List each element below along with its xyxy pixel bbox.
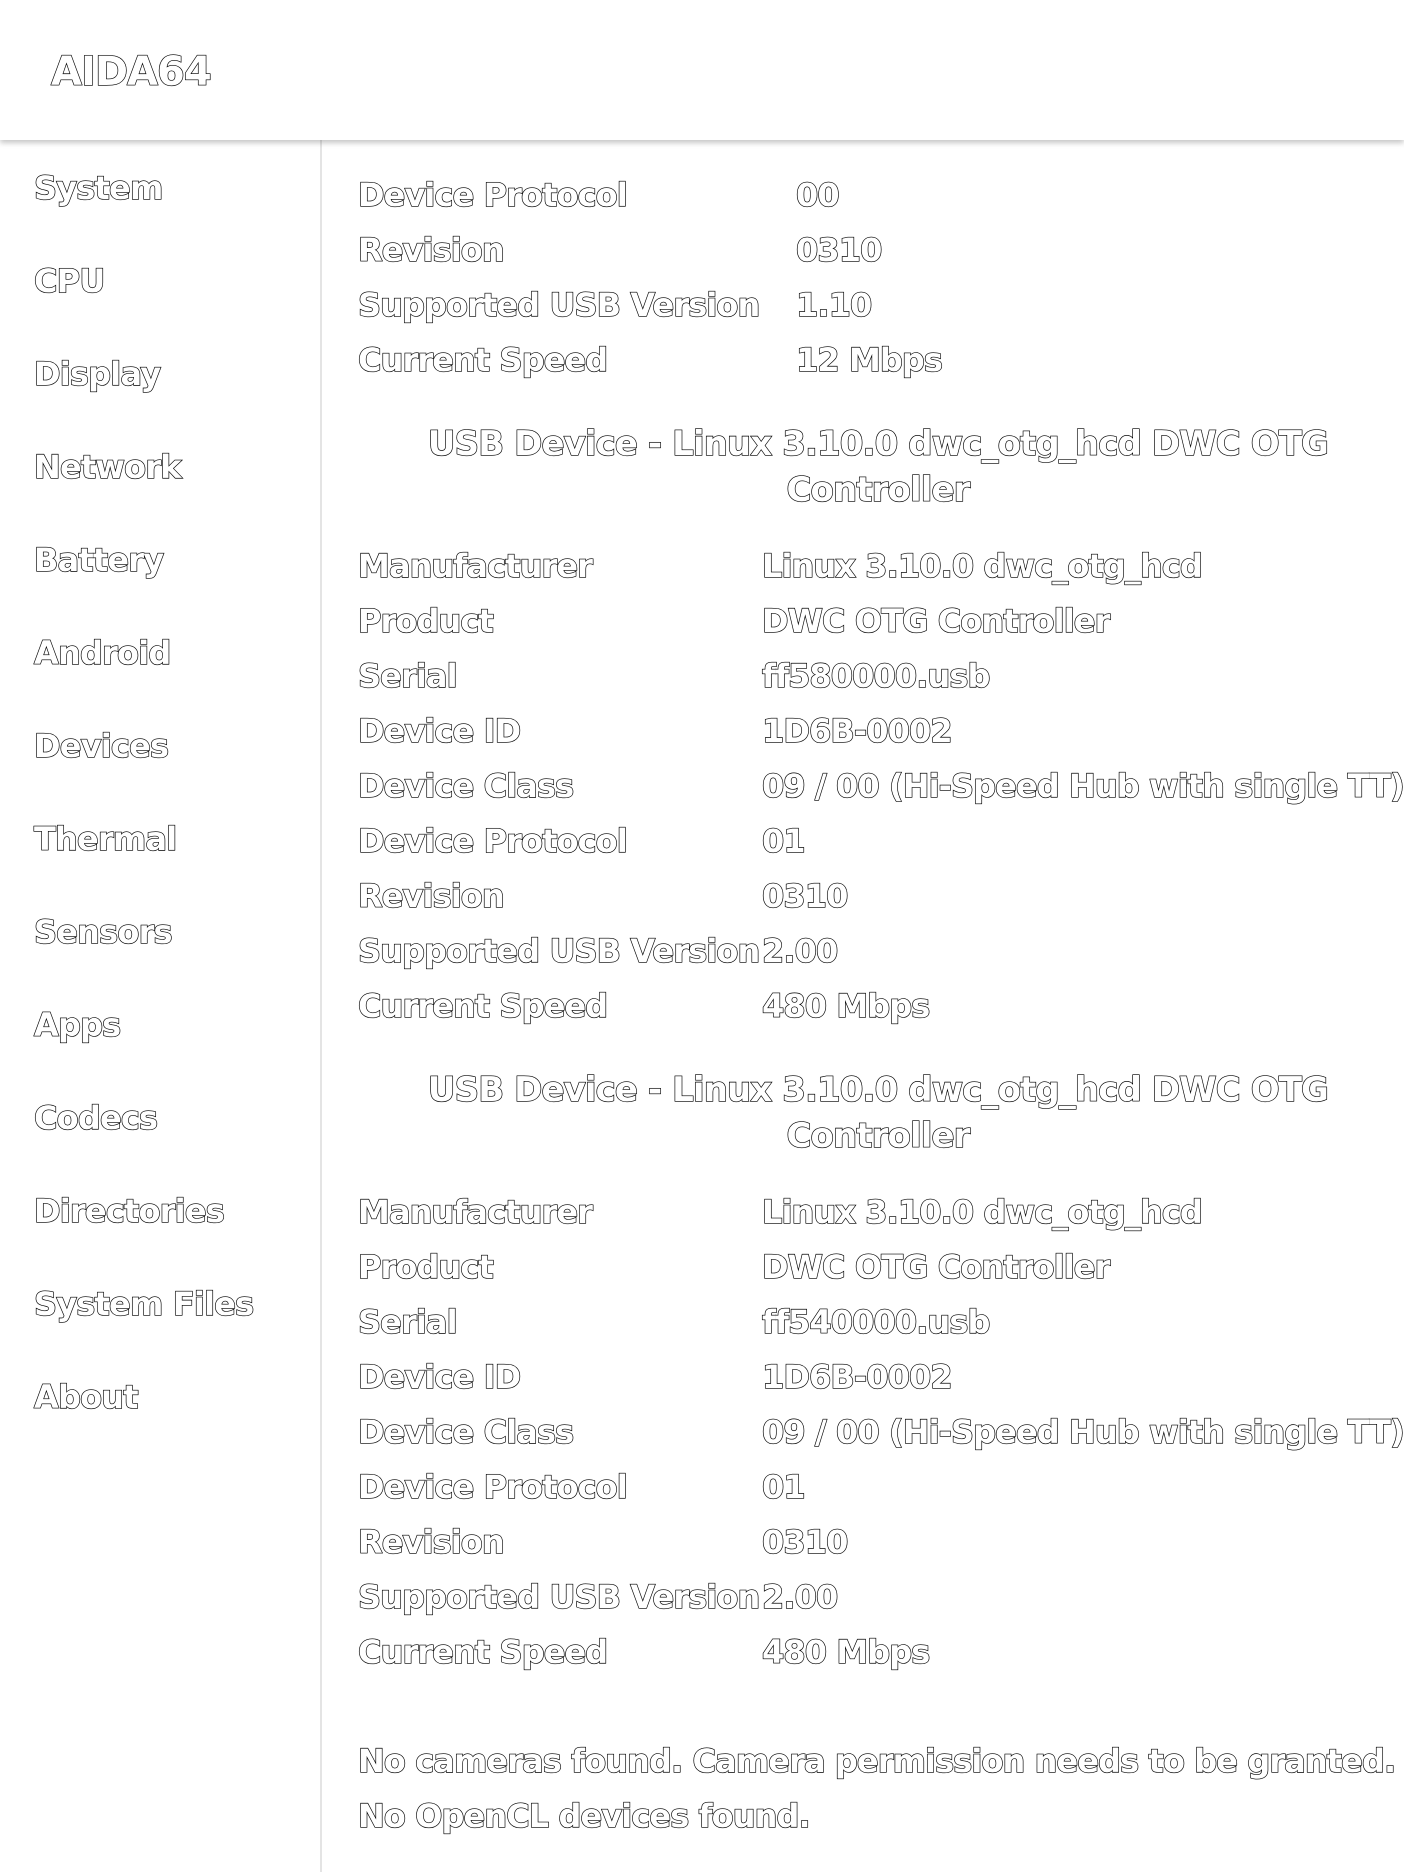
info-row	[358, 1185, 1398, 1240]
row-key: Serial	[358, 657, 457, 695]
row-value: 0310	[796, 231, 882, 269]
row-key: Device ID	[358, 1358, 521, 1396]
row-value: 09 / 00 (Hi-Speed Hub with single TT)	[762, 1413, 1404, 1451]
row-key: Device ID	[358, 712, 521, 750]
row-key: Product	[358, 1248, 493, 1286]
row-key: Supported USB Version	[358, 1578, 760, 1616]
row-value: ff580000.usb	[762, 657, 990, 695]
info-row	[358, 333, 1398, 388]
sidebar-item-network[interactable]: Network	[34, 448, 181, 486]
row-key: Current Speed	[358, 987, 608, 1025]
sidebar-item-android[interactable]: Android	[34, 634, 171, 672]
row-value: 01	[762, 822, 805, 860]
row-value: 12 Mbps	[796, 341, 943, 379]
section-title	[358, 421, 1398, 513]
info-row	[358, 759, 1404, 814]
row-key: Current Speed	[358, 341, 608, 379]
sidebar-item-battery[interactable]: Battery	[34, 541, 164, 579]
sidebar-item-cpu[interactable]: CPU	[34, 262, 105, 300]
info-row	[358, 1515, 1398, 1570]
sidebar-item-system[interactable]: System	[34, 169, 163, 207]
row-value: 1D6B-0002	[762, 1358, 952, 1396]
row-key: Supported USB Version	[358, 286, 760, 324]
info-row	[358, 278, 1398, 333]
row-value: 00	[796, 176, 839, 214]
info-row	[358, 814, 1398, 869]
info-row	[358, 1350, 1398, 1405]
info-row	[358, 869, 1398, 924]
row-value: 0310	[762, 877, 848, 915]
row-key: Current Speed	[358, 1633, 608, 1671]
row-value: 09 / 00 (Hi-Speed Hub with single TT)	[762, 767, 1404, 805]
sidebar-item-apps[interactable]: Apps	[34, 1006, 121, 1044]
row-key: Manufacturer	[358, 547, 593, 585]
row-value: 2.00	[762, 932, 838, 970]
sidebar-item-directories[interactable]: Directories	[34, 1192, 224, 1230]
sidebar-item-display[interactable]: Display	[34, 355, 161, 393]
row-value: ff540000.usb	[762, 1303, 990, 1341]
row-key: Manufacturer	[358, 1193, 593, 1231]
sidebar-item-sensors[interactable]: Sensors	[34, 913, 172, 951]
row-key: Device Protocol	[358, 176, 627, 214]
row-value: 01	[762, 1468, 805, 1506]
info-row	[358, 1625, 1398, 1680]
row-key: Revision	[358, 877, 504, 915]
info-row	[358, 1460, 1398, 1515]
row-key: Device Protocol	[358, 822, 627, 860]
row-value: 1.10	[796, 286, 872, 324]
row-key: Revision	[358, 231, 504, 269]
section-title	[358, 1067, 1398, 1159]
row-value: Linux 3.10.0 dwc_otg_hcd	[762, 547, 1202, 585]
sidebar-item-system-files[interactable]: System Files	[34, 1285, 254, 1323]
app-bar	[0, 0, 1404, 140]
row-key: Device Protocol	[358, 1468, 627, 1506]
row-value: 2.00	[762, 1578, 838, 1616]
row-key: Serial	[358, 1303, 457, 1341]
sidebar-item-devices[interactable]: Devices	[34, 727, 169, 765]
info-row	[358, 539, 1398, 594]
row-value: 480 Mbps	[762, 987, 930, 1025]
row-key: Product	[358, 602, 493, 640]
sidebar-item-codecs[interactable]: Codecs	[34, 1099, 158, 1137]
row-key: Device Class	[358, 767, 574, 805]
app-title: AIDA64	[51, 49, 211, 95]
row-value: DWC OTG Controller	[762, 1248, 1110, 1286]
sidebar-item-about[interactable]: About	[34, 1378, 138, 1416]
row-key: Supported USB Version	[358, 932, 760, 970]
info-row	[358, 704, 1398, 759]
device-details[interactable]	[324, 140, 1404, 1872]
info-row	[358, 979, 1398, 1034]
row-key: Revision	[358, 1523, 504, 1561]
opencl-note: No OpenCL devices found.	[358, 1797, 810, 1835]
row-value: DWC OTG Controller	[762, 602, 1110, 640]
info-row	[358, 1570, 1398, 1625]
info-row	[358, 168, 1398, 223]
section-title-line2: Controller	[786, 1116, 970, 1156]
camera-note: No cameras found. Camera permission needs to be granted.	[358, 1742, 1396, 1780]
row-value: Linux 3.10.0 dwc_otg_hcd	[762, 1193, 1202, 1231]
info-row	[358, 1240, 1398, 1295]
info-row	[358, 649, 1398, 704]
row-value: 0310	[762, 1523, 848, 1561]
section-title-line1: USB Device - Linux 3.10.0 dwc_otg_hcd DWC OTG	[427, 424, 1329, 464]
info-row	[358, 1295, 1398, 1350]
row-value: 480 Mbps	[762, 1633, 930, 1671]
info-row	[358, 1405, 1404, 1460]
info-row	[358, 223, 1398, 278]
row-value: 1D6B-0002	[762, 712, 952, 750]
info-row	[358, 924, 1398, 979]
info-row	[358, 594, 1398, 649]
section-title-line1: USB Device - Linux 3.10.0 dwc_otg_hcd DWC OTG	[427, 1070, 1329, 1110]
section-title-line2: Controller	[786, 470, 970, 510]
row-key: Device Class	[358, 1413, 574, 1451]
sidebar	[0, 140, 322, 1872]
sidebar-item-thermal[interactable]: Thermal	[34, 820, 177, 858]
